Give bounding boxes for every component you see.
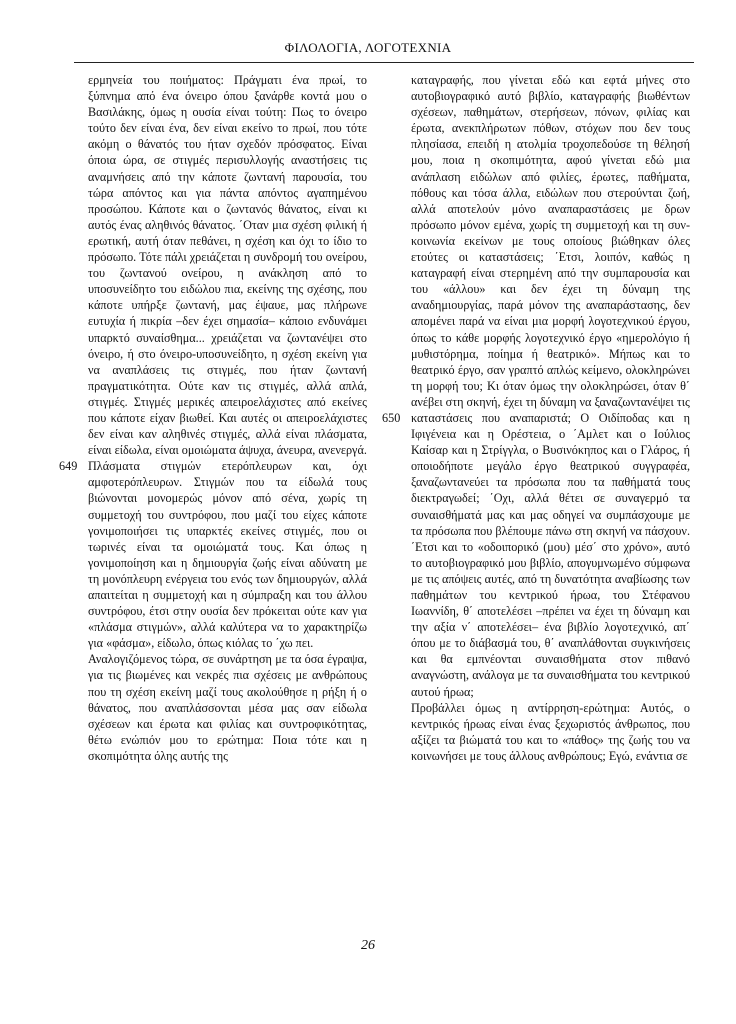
paragraph: Προβάλλει όμως η αντίρρηση-ερώτημα: Αυτός, ο κεντρικός ήρωας είναι ένας ξεχωριστός άνθρωπος, που αξίζει τα βιώματά του και το «πάθος» της ζωής του να κοινωνήσει με τους άλλους ανθρώπους; Εγώ, ενάντια σε bbox=[411, 700, 690, 763]
page-number: 26 bbox=[361, 938, 375, 953]
paragraph: Πλάσματα στιγμών ετερόπλευρων και, όχι αμφοτερόπλευρων. Στιγμών που τα είδωλά τους βιώνονται μονομερώς μόνον από σένα, χωρίς τη συμμετοχή του συντρόφου, που μαζί του είχες κάποτε γονιμοποιήσει τις υπαρκτές εκείνες στιγμές, που οι τωρινές είναι τα ομοιώματά τους. Και όπως η γονιμοποίηση και η δημιουργία ζωής είναι αδύνατη με τη μονόπλευρη ενέργεια του ενός των δημιουργών, αλλά απαιτείται η συμμετοχή και η σύμπραξη και του άλλου συντρόφου, έτσι στην ουσία δεν πρόκειται ούτε καν για «πλάσμα στιγμών», αλλά καλύτερα να το χαρακτηρίζω για «φάσμα», είδωλο, όπως κιόλας το ΄χω πει. bbox=[88, 459, 367, 651]
left-column bbox=[59, 72, 367, 764]
paragraph: καταστάσεις που αναπαριστά; Ο Οιδίποδας και η Ιφιγένεια και η Ορέστεια, ο ΄Αμλετ και ο Ιούλιος Καίσαρ και η Στρίγγλα, ο Βυσινόκηπος και ο Γλάρος, ή οποιοδήποτε μεγάλο έργο θεατρικού συγγραφέα, ξαναζωντανεύει τα πρόσωπα που τα παθήματά τους διεκτραγωδεί; ΄Οχι, αλλά θέτει σε συναγερμό τα συναισθήματά μας και μας οδηγεί να συμπάσχουμε με τα πρόσωπα που βλέπουμε πάνω στη σκηνή να πάσχουν. ΄Ετσι και το «οδοιπορικό (μου) μέσ΄ στο χρόνο», αυτό το αυτοβιογραφικό μου βιβλίο, απογυμνωμένο σύμφωνα με τις απόψεις αυτές, από τη δυνατότητα αναβίωσης των παθημάτων του κεντρικού ήρωα, του Στέφανου Ιωαννίδη, θ΄ αποτελέσει –πρέπει να έχει τη δύναμη και την αξία ν΄ αποτελέσει– ένα βιβλίο λογοτεχνικό, απ΄ όπου με το διάβασμά του, θ΄ αναπλάθονται συγκινήσεις και θα εμπνέονται συναισθήματα στον πιθανό αναγνώστη, ανάλογα με τα συναισθήματα του κεντρικού αυτού ήρωα; bbox=[411, 410, 690, 699]
paragraph: ερμηνεία του ποιήματος: Πράγματι ένα πρωί, το ξύπνημα από ένα όνειρο όπου ξανάρθε κοντά μου ο Βασιλάκης, όμως η ουσία είναι τούτη: Πως το όνειρο τούτο δεν είναι ένα, δεν είναι εκείνο το πρωί, που τότε ακόμη ο θάνατός του ήταν σχεδόν πρόσφατος. Είναι όποια ώρα, σε στιγμές περισυλλογής αναστήσεις τις αναμνήσεις από την κάποτε ζωντανή παρουσία, του τώρα απόντος και για πάντα απόντος αγαπημένου προσώπου. Κάποτε και ο ζωντανός θάνατος, είναι κι αυτός ένας αληθινός θάνατος. ΄Οταν μια σχέση φιλική ή ερωτική, αυτή όταν πεθάνει, η σχέση και όχι το ίδιο το πρόσωπο. Τότε πάλι χρειάζεται η συνδρομή του ονείρου, του ζωντανού ονείρου, η ανάκληση από το υποσυνείδητο του ειδώλου πια, εκείνης της σχέσης, που κάποτε υπήρξε ζωντανή, μας έψαυε, μας πλήρωνε ευτυχία ή πικρία –δεν έχει σημασία– κάποιο ενδυνάμει υπαρκτό συναίσθημα... χρειάζεται να ζωντανέψει στο όνειρο, ή στο όνειρο-υποσυνείδητο, η σχέση εκείνη για να αναπλάσεις τις στιγμές, που ήταν ζωντανή πραγματικότητα. Ούτε καν τις στιγμές, αλλά απλά, στιγμές. Στιγμές μερικές απειροελάχιστες από εκείνες που κάποτε είχαν βιωθεί. Και αυτές οι απειροελάχιστες δεν είναι καν αληθινές στιγμές, αλλά είναι πλάσματα, είναι είδωλα, είναι ομοιώματα άψυχα, άνευρα, ανενεργά. bbox=[88, 73, 367, 458]
numbered-paragraph bbox=[59, 458, 367, 651]
numbered-paragraph bbox=[382, 410, 690, 700]
right-column bbox=[382, 72, 690, 764]
header-rule bbox=[74, 62, 694, 63]
running-head: ΦΙΛΟΛΟΓΙΑ, ΛΟΓΟΤΕΧΝΙΑ bbox=[284, 40, 452, 55]
paragraph-number: 649 bbox=[59, 459, 78, 474]
paragraph-number: 650 bbox=[382, 410, 401, 425]
paragraph: καταγραφής, που γίνεται εδώ και εφτά μήνες στο αυτοβιογραφικό αυτό βιβλίο, καταγραφής βιωθέντων σχέσεων, παθημάτων, στερήσεων, πόνων, φιλίας και έρωτα, ανεκπλήρωτων πόθων, στόχων που δεν τους πλησίασα, επειδή η ατολμία τροχοπεδούσε τη θέλησή μου, ποια η σκοπιμότητα, αφού γίνεται εδώ μια ανάπλαση ειδώλων από φιλίες, έρωτες, παθήματα, πόθους και τόσα άλλα, ειδώλων που στερούνται ζωή, αλλά αποτελούν μόνο αναπαραστάσεις με δρων πρόσωπο μόνον εμένα, χωρίς τη συμμετοχή και τη συν-κοινωνία εκείνων με τους οποίους βιώθηκαν όλες ετούτες οι καταστάσεις; ΄Ετσι, λοιπόν, καθώς η καταγραφή είναι στερημένη από την συμπαρουσία και του «άλλου» και δεν έχει τη δύναμη της αναδημιουργίας, παρά μόνον της αναπαράστασης, δεν απομένει παρά να είναι μια μορφή λογοτεχνικού έργου, όπως το κάθε μορφής λογοτεχνικό έργο «ημερολόγιο ή μυθιστόρημα, ποίημα ή θεατρικό». Μήπως και το θεατρικό έργο, σαν γραπτό απλώς κείμενο, ολοκληρώνει τη μορφή του; Κι όταν όμως την ολοκληρώσει, όταν θ΄ ανέβει στη σκηνή, έχει τη δύναμη να ξαναζωντανέψει τις bbox=[411, 73, 690, 409]
paragraph: Αναλογιζόμενος τώρα, σε συνάρτηση με τα όσα έγραψα, για τις βιωμένες και νεκρές πια σχέσεις με ανθρώπους που τη σχέση εκείνη μαζί τους ακολούθησε η ρήξη ή ο θάνατος, που αναπλάσσονται μέσα μας σαν είδωλα σχέσεων και έρωτα και φιλίας και συντροφικότητας, θέτω ενώπιόν μου το ερώτημα: Ποια τότε και η σκοπιμότητα όλης αυτής της bbox=[88, 652, 367, 763]
